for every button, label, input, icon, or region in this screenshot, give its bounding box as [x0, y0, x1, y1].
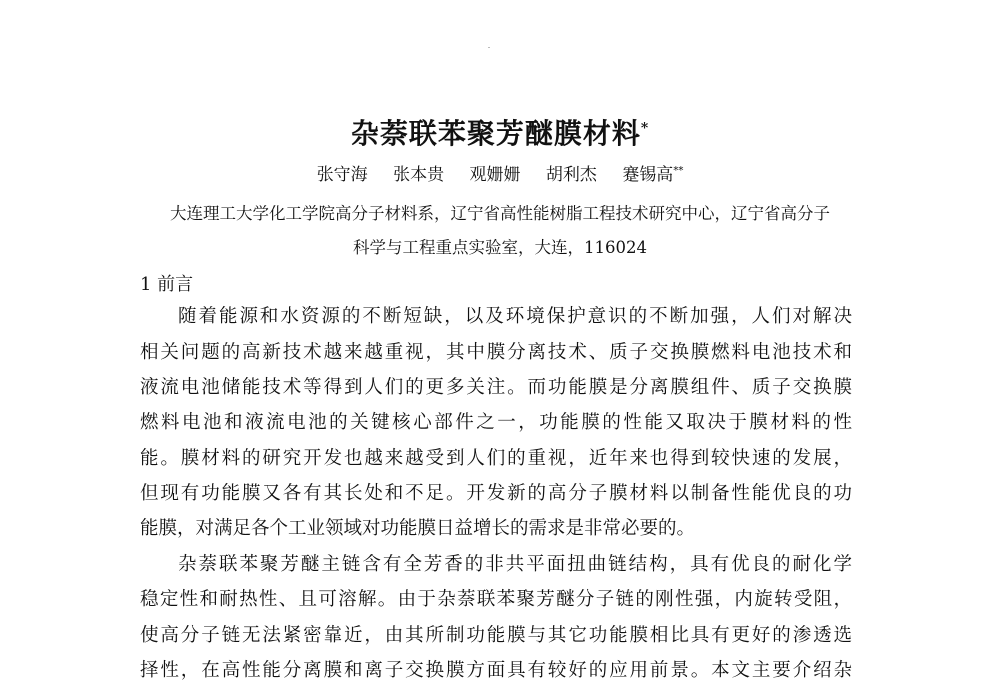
body-text-line: 能。膜材料的研究开发也越来越受到人们的重视，近年来也得到较快速的发展，	[140, 448, 852, 469]
author	[546, 160, 597, 185]
author	[317, 160, 368, 185]
section-heading: 1 前言	[140, 274, 194, 295]
body-text-line: 使高分子链无法紧密靠近，由其所制功能膜与其它功能膜相比具有更好的渗透选	[140, 625, 852, 646]
author-name: 蹇锡高	[622, 165, 674, 185]
scan-speck	[488, 47, 490, 48]
body-text-line: 能膜，对满足各个工业领域对功能膜日益增长的需求是非常必要的。	[140, 518, 696, 539]
body-text-line: 液流电池储能技术等得到人们的更多关注。而功能膜是分离膜组件、质子交换膜	[140, 377, 852, 398]
affiliation-line: 科学与工程重点实验室，大连，116024	[353, 238, 647, 257]
author-mark: **	[673, 165, 684, 177]
author-name: 胡利杰	[545, 165, 597, 185]
author-list	[0, 160, 1000, 185]
body-text-line: 稳定性和耐热性、且可溶解。由于杂萘联苯聚芳醚分子链的刚性强，内旋转受阻，	[140, 589, 852, 610]
body-text-line: 相关问题的高新技术越来越重视，其中膜分离技术、质子交换膜燃料电池技术和	[140, 342, 852, 363]
paper-title	[0, 112, 1000, 152]
title-text: 杂萘联苯聚芳醚膜材料	[350, 117, 641, 150]
author	[470, 160, 521, 185]
author-name: 张本贵	[393, 165, 445, 185]
author-name: 张守海	[316, 165, 368, 185]
affiliation-line: 大连理工大学化工学院高分子材料系，辽宁省高性能树脂工程技术研究中心，辽宁省高分子	[170, 204, 830, 223]
body-text-line: 随着能源和水资源的不断短缺，以及环境保护意识的不断加强，人们对解决	[178, 306, 852, 327]
body-text-line: 燃料电池和液流电池的关键核心部件之一，功能膜的性能又取决于膜材料的性	[140, 412, 852, 433]
body-text-line: 杂萘联苯聚芳醚主链含有全芳香的非共平面扭曲链结构，具有优良的耐化学	[178, 554, 852, 575]
author	[393, 160, 444, 185]
author-name: 观姗姗	[469, 165, 521, 185]
author	[622, 160, 683, 185]
body-text-line: 但现有功能膜又各有其长处和不足。开发新的高分子膜材料以制备性能优良的功	[140, 483, 852, 504]
title-footnote-mark: *	[640, 120, 650, 137]
body-text-line: 择性，在高性能分离膜和离子交换膜方面具有较好的应用前景。本文主要介绍杂	[140, 660, 852, 681]
